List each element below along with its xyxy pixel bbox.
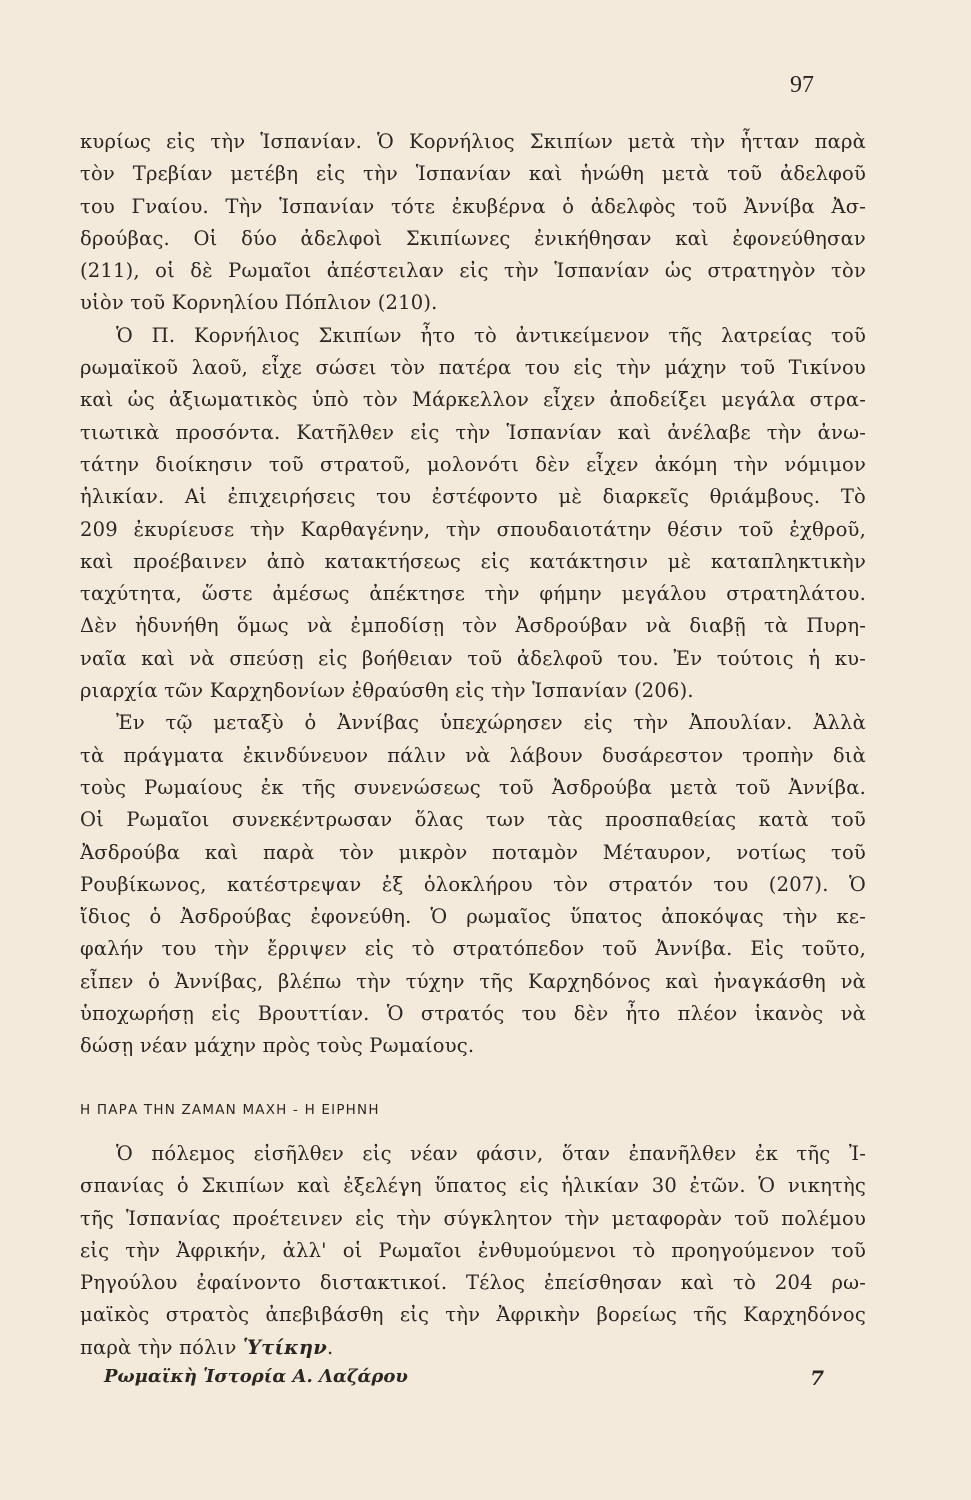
text-line: ὑποχωρήσῃ εἰς Βρουττίαν. Ὁ στρατός του δὲν ἦτο πλέον ἱκανὸς νὰ bbox=[80, 1002, 866, 1026]
text-line: Ἐν τῷ μεταξὺ ὁ Ἀννίβας ὑπεχώρησεν εἰς τὴν Ἀπουλίαν. Ἀλλὰ bbox=[116, 711, 866, 735]
text-line: υἱὸν τοῦ Κορνηλίου Πόπλιον (210). bbox=[80, 291, 438, 315]
text-line-final bbox=[80, 1332, 866, 1364]
text-line: τάτην διοίκησιν τοῦ στρατοῦ, μολονότι δὲν εἶχεν ἀκόμη τὴν νόμιμον bbox=[80, 452, 866, 476]
text-line: ρωμαϊκοῦ λαοῦ, εἶχε σώσει τὸν πατέρα του εἰς τὴν μάχην τοῦ Τικίνου bbox=[80, 356, 866, 380]
text-line: τιωτικὰ προσόντα. Κατῆλθεν εἰς τὴν Ἱσπανίαν καὶ ἀνέλαβε τὴν ἀνω- bbox=[80, 420, 866, 444]
text-line: τὰ πράγματα ἐκινδύνευον πάλιν νὰ λάβουν δυσάρεστον τροπὴν διὰ bbox=[80, 743, 866, 767]
text-line: τοὺς Ρωμαίους ἐκ τῆς συνενώσεως τοῦ Ἀσδρούβα μετὰ τοῦ Ἀννίβα. bbox=[80, 775, 866, 799]
text-line: μαϊκὸς στρατὸς ἀπεβιβάσθη εἰς τὴν Ἀφρικὴν βορείως τῆς Καρχηδόνος bbox=[80, 1303, 866, 1327]
text-line: Δὲν ἠδυνήθη ὅμως νὰ ἐμποδίσῃ τὸν Ἀσδρούβαν νὰ διαβῇ τὰ Πυρη- bbox=[80, 614, 866, 638]
main-text bbox=[80, 126, 866, 1063]
text-line: κυρίως εἰς τὴν Ἱσπανίαν. Ὁ Κορνήλιος Σκιπίων μετὰ τὴν ἧτταν παρὰ bbox=[80, 130, 866, 153]
text-line: ταχύτητα, ὥστε ἀμέσως ἀπέκτησε τὴν φήμην μεγάλου στρατηλάτου. bbox=[80, 582, 866, 606]
page-footer bbox=[104, 1366, 824, 1390]
text-line: καὶ ὡς ἀξιωματικὸς ὑπὸ τὸν Μάρκελλον εἶχεν ἀποδείξει μεγάλα στρα- bbox=[80, 388, 866, 412]
page-number: 97 bbox=[790, 72, 814, 98]
text-line: 209 ἐκυρίευσε τὴν Καρθαγένην, τὴν σπουδαιοτάτην θέσιν τοῦ ἐχθροῦ, bbox=[80, 517, 866, 541]
text-line: ριαρχία τῶν Καρχηδονίων ἐθραύσθη εἰς τὴν Ἱσπανίαν (206). bbox=[80, 679, 694, 703]
text-line: δρούβας. Οἱ δύο ἀδελφοὶ Σκιπίωνες ἐνικήθησαν καὶ ἐφονεύθησαν bbox=[80, 226, 866, 250]
section2-text bbox=[80, 1138, 866, 1364]
text-line: Ρηγούλου ἐφαίνοντο διστακτικοί. Τέλος ἐπείσθησαν καὶ τὸ 204 ρω- bbox=[80, 1271, 866, 1295]
text-line: ναῖα καὶ νὰ σπεύσῃ εἰς βοήθειαν τοῦ ἀδελφοῦ του. Ἐν τούτοις ἡ κυ- bbox=[80, 646, 866, 670]
text-line: καὶ προέβαινεν ἀπὸ κατακτήσεως εἰς κατάκτησιν μὲ καταπληκτικὴν bbox=[80, 549, 866, 573]
text-line: φαλήν του τὴν ἔρριψεν εἰς τὸ στρατόπεδον τοῦ Ἀννίβα. Εἰς τοῦτο, bbox=[80, 937, 866, 961]
text-line: του Γναίου. Τὴν Ἱσπανίαν τότε ἐκυβέρνα ὁ ἀδελφὸς τοῦ Ἀννίβα Ἀσ- bbox=[80, 194, 866, 218]
text-line: Ὁ Π. Κορνήλιος Σκιπίων ἦτο τὸ ἀντικείμενον τῆς λατρείας τοῦ bbox=[116, 323, 866, 347]
text-line: δώσῃ νέαν μάχην πρὸς τοὺς Ρωμαίους. bbox=[80, 1034, 475, 1058]
text-line: τὸν Τρεβίαν μετέβη εἰς τὴν Ἱσπανίαν καὶ ἡνώθη μετὰ τοῦ ἀδελφοῦ bbox=[80, 162, 866, 186]
text-line: Οἱ Ρωμαῖοι συνεκέντρωσαν ὅλας των τὰς προσπαθείας κατὰ τοῦ bbox=[80, 808, 866, 832]
section-heading: Η ΠΑΡΑ ΤΗΝ ΖΑΜΑΝ ΜΑΧΗ - Η ΕΙΡΗΝΗ bbox=[80, 1102, 380, 1118]
text-line: (211), οἱ δὲ Ρωμαῖοι ἀπέστειλαν εἰς τὴν Ἱσπανίαν ὡς στρατηγὸν τὸν bbox=[80, 259, 866, 283]
text-line: εἰς τὴν Ἀφρικήν, ἀλλ' οἱ Ρωμαῖοι ἐνθυμούμενοι τὸ προηγούμενον τοῦ bbox=[80, 1238, 866, 1262]
emphasis-term: Ὑτίκην bbox=[242, 1335, 328, 1359]
text-line: Ὁ πόλεμος εἰσῆλθεν εἰς νέαν φάσιν, ὅταν ἐπανῆλθεν ἐκ τῆς Ἰ- bbox=[116, 1142, 866, 1165]
signature-mark: 7 bbox=[810, 1366, 824, 1390]
text-line: εἶπεν ὁ Ἀννίβας, βλέπω τὴν τύχην τῆς Καρχηδόνος καὶ ἠναγκάσθη νὰ bbox=[80, 969, 866, 993]
text-line: ἴδιος ὁ Ἀσδρούβας ἐφονεύθη. Ὁ ρωμαῖος ὕπατος ἀποκόψας τὴν κε- bbox=[80, 905, 866, 929]
text-line: Ρουβίκωνος, κατέστρεψαν ἐξ ὁλοκλήρου τὸν στρατόν του (207). Ὁ bbox=[80, 872, 866, 896]
text-fragment: . bbox=[327, 1335, 334, 1359]
text-fragment: παρὰ τὴν πόλιν bbox=[80, 1335, 237, 1359]
text-line: ἡλικίαν. Αἱ ἐπιχειρήσεις του ἐστέφοντο μὲ διαρκεῖς θριάμβους. Τὸ bbox=[80, 485, 866, 509]
text-line: Ἀσδρούβα καὶ παρὰ τὸν μικρὸν ποταμὸν Μέταυρον, νοτίως τοῦ bbox=[80, 840, 866, 864]
text-line: σπανίας ὁ Σκιπίων καὶ ἐξελέγη ὕπατος εἰς ἡλικίαν 30 ἐτῶν. Ὁ νικητὴς bbox=[80, 1174, 866, 1198]
footer-title: Ρωμαϊκὴ Ἱστορία Α. Λαζάρου bbox=[104, 1366, 408, 1387]
text-line: τῆς Ἱσπανίας προέτεινεν εἰς τὴν σύγκλητον τὴν μεταφορὰν τοῦ πολέμου bbox=[80, 1206, 866, 1230]
